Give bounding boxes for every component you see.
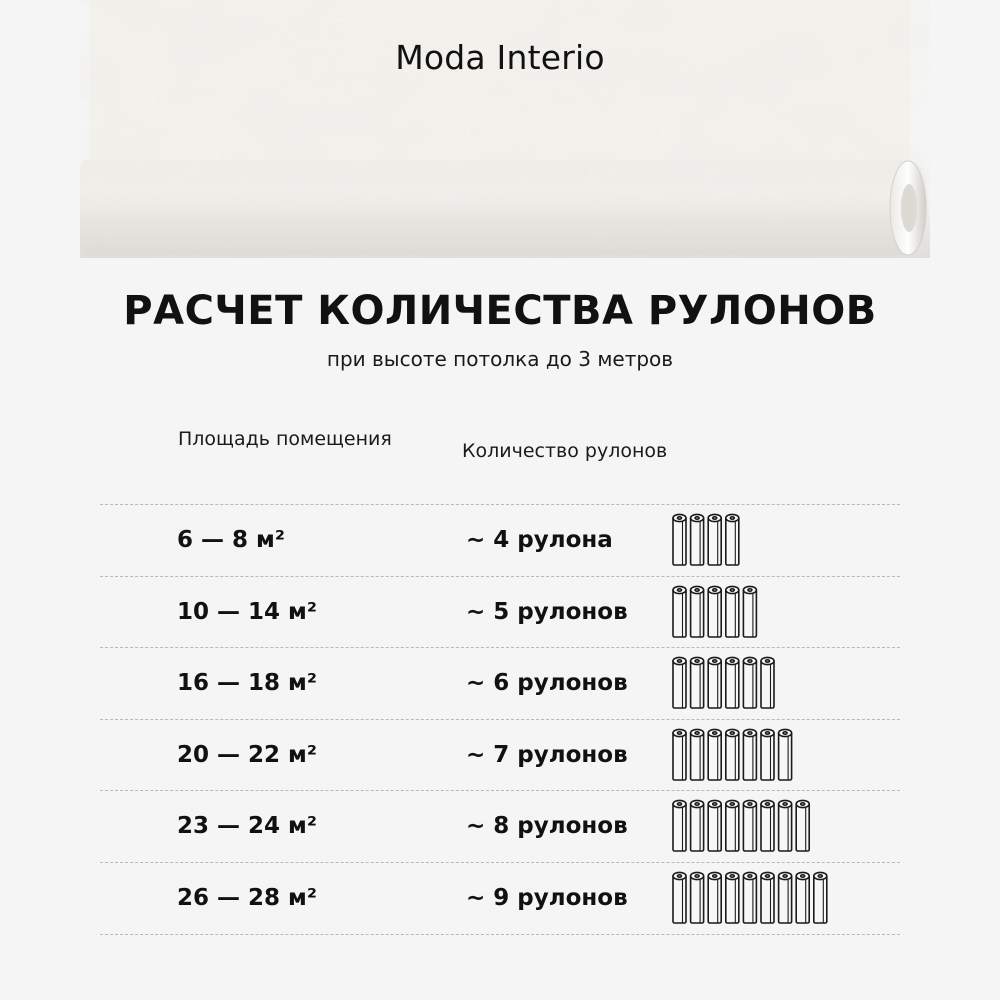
wallpaper-roll-icon	[726, 729, 739, 780]
brand-logo: Moda Interio	[395, 38, 605, 77]
wallpaper-roll-icon	[761, 729, 774, 780]
wallpaper-roll-icon	[691, 514, 704, 565]
wallpaper-roll-icon	[691, 801, 704, 852]
wallpaper-roll-icon	[673, 729, 686, 780]
wallpaper-roll-icon	[691, 729, 704, 780]
roll-count: ~ 9 рулонов	[466, 884, 628, 911]
table-row	[100, 647, 900, 719]
wallpaper-roll-icon	[726, 801, 739, 852]
wallpaper-roll-icon	[708, 586, 721, 637]
roll-count: ~ 6 рулонов	[466, 670, 628, 697]
area-range: 10 — 14 м²	[177, 598, 317, 625]
roll-icons	[672, 728, 802, 784]
roll-count: ~ 7 рулонов	[466, 741, 628, 768]
wallpaper-roll-icon	[743, 729, 756, 780]
wallpaper-roll-icon	[779, 872, 792, 923]
area-range: 26 — 28 м²	[177, 884, 317, 911]
wallpaper-roll-icon	[708, 658, 721, 709]
roll-count: ~ 5 рулонов	[466, 598, 628, 625]
roll-icons	[672, 871, 837, 927]
wallpaper-roll-icon	[673, 586, 686, 637]
roll-count: ~ 8 рулонов	[466, 813, 628, 840]
wallpaper-roll-icon	[673, 658, 686, 709]
wallpaper-roll-icon	[691, 872, 704, 923]
area-range: 16 — 18 м²	[177, 670, 317, 697]
wallpaper-roll-icon	[743, 872, 756, 923]
wallpaper-roll-icon	[708, 514, 721, 565]
table-row	[100, 576, 900, 648]
table-row	[100, 504, 900, 576]
roll-icons	[672, 799, 819, 855]
table-row	[100, 719, 900, 791]
wallpaper-roll-icon	[814, 872, 827, 923]
wallpaper-roll-icon	[743, 586, 756, 637]
roll-calculation-table	[100, 504, 900, 935]
roll-count: ~ 4 рулона	[466, 527, 613, 553]
wallpaper-roll-icon	[743, 801, 756, 852]
wallpaper-roll-icon	[708, 872, 721, 923]
wallpaper-roll-icon	[779, 801, 792, 852]
wallpaper-roll-icon	[708, 729, 721, 780]
table-row	[100, 862, 900, 935]
wallpaper-roll-icon	[691, 658, 704, 709]
wallpaper-roll-icon	[743, 658, 756, 709]
area-range: 6 — 8 м²	[177, 527, 285, 553]
page-title: РАСЧЕТ КОЛИЧЕСТВА РУЛОНОВ	[123, 288, 877, 334]
wallpaper-roll-icon	[726, 586, 739, 637]
wallpaper-roll-icon	[796, 801, 809, 852]
wallpaper-roll-icon	[761, 872, 774, 923]
wallpaper-roll-icon	[726, 658, 739, 709]
column-header-area: Площадь помещения	[178, 428, 392, 450]
wallpaper-roll-icon	[726, 872, 739, 923]
wallpaper-roll-icon	[779, 729, 792, 780]
column-header-rolls: Количество рулонов	[462, 440, 668, 462]
roll-icons	[672, 656, 784, 712]
wallpaper-roll-icon	[726, 514, 739, 565]
roll-icons	[672, 513, 749, 569]
wallpaper-roll-icon	[673, 514, 686, 565]
roll-icons	[672, 585, 766, 641]
area-range: 23 — 24 м²	[177, 813, 317, 840]
table-row	[100, 790, 900, 862]
wallpaper-roll-icon	[691, 586, 704, 637]
wallpaper-roll-icon	[708, 801, 721, 852]
wallpaper-roll-icon	[761, 801, 774, 852]
wallpaper-roll-icon	[673, 872, 686, 923]
wallpaper-roll-icon	[761, 658, 774, 709]
area-range: 20 — 22 м²	[177, 741, 317, 768]
wallpaper-roll-icon	[673, 801, 686, 852]
page-subtitle: при высоте потолка до 3 метров	[326, 347, 674, 371]
wallpaper-roll-icon	[796, 872, 809, 923]
